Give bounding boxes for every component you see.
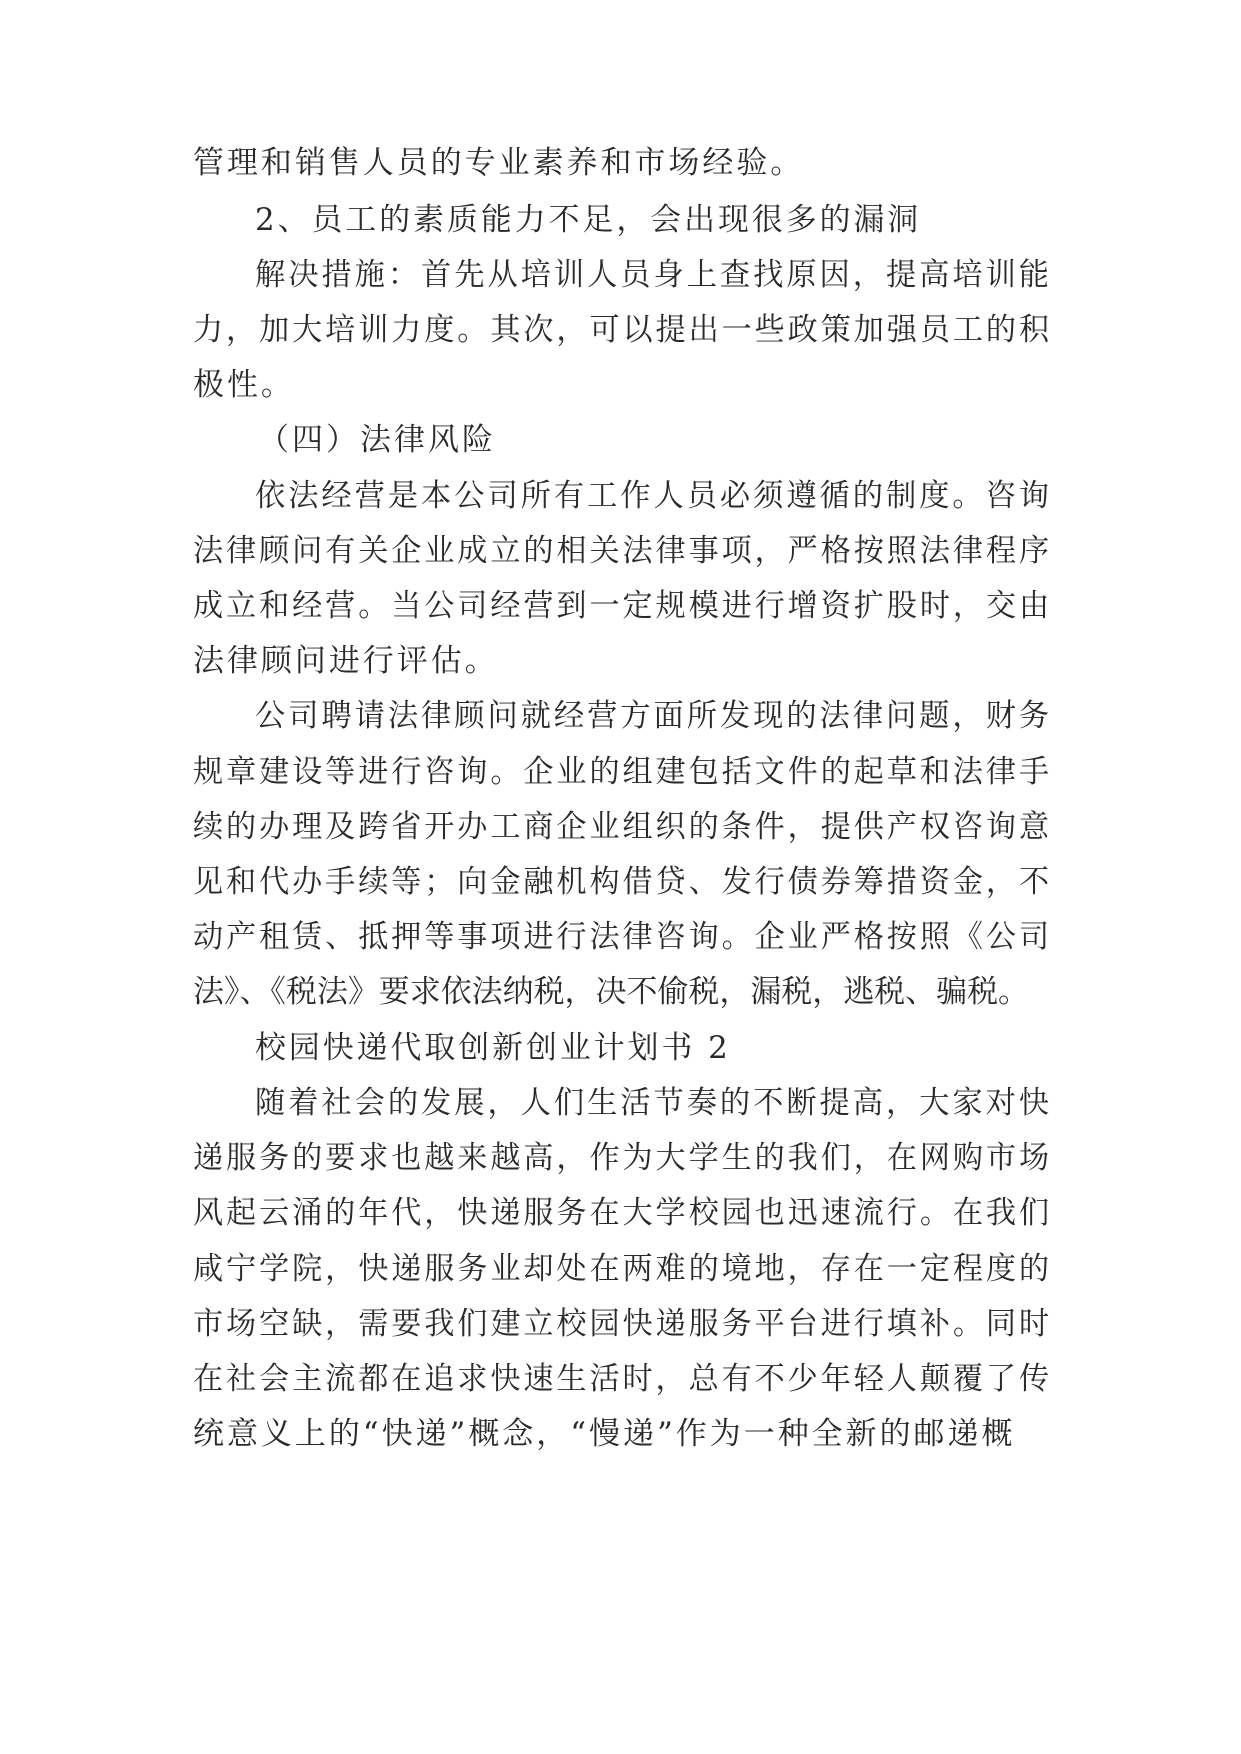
paragraph-line: 咸宁学院，快递服务业却处在两难的境地，存在一定程度的 [193, 1251, 1052, 1287]
paragraph-line: 管理和销售人员的专业素养和市场经验。 [193, 145, 805, 181]
paragraph-line: 依法经营是本公司所有工作人员必须遵循的制度。咨询 [255, 478, 1052, 514]
paragraph-line: 力，加大培训力度。其次，可以提出一些政策加强员工的积 [193, 312, 1052, 348]
paragraph-line: 市场空缺，需要我们建立校园快递服务平台进行填补。同时 [193, 1306, 1052, 1342]
paragraph-line: 公司聘请法律顾问就经营方面所发现的法律问题，财务 [255, 698, 1052, 734]
list-item-heading: 2、员工的素质能力不足，会出现很多的漏洞 [255, 202, 922, 238]
paragraph-line: 极性。 [193, 367, 295, 403]
document-title: 校园快递代取创新创业计划书 2 [255, 1030, 731, 1066]
paragraph-line: 规章建设等进行咨询。企业的组建包括文件的起草和法律手 [193, 754, 1052, 790]
paragraph-line: 随着社会的发展，人们生活节奏的不断提高，大家对快 [255, 1085, 1052, 1121]
paragraph-line: 递服务的要求也越来越高，作为大学生的我们，在网购市场 [193, 1140, 1052, 1176]
paragraph-line: 解决措施：首先从培训人员身上查找原因，提高培训能 [255, 257, 1052, 293]
paragraph-line: 成立和经营。当公司经营到一定规模进行增资扩股时，交由 [193, 588, 1052, 624]
paragraph-line: 法律顾问进行评估。 [193, 643, 499, 679]
paragraph-line: 风起云涌的年代，快递服务在大学校园也迅速流行。在我们 [193, 1195, 1052, 1231]
paragraph-line: 续的办理及跨省开办工商企业组织的条件，提供产权咨询意 [193, 809, 1052, 845]
section-heading: （四）法律风险 [258, 422, 496, 458]
paragraph-line: 法》、《税法》要求依法纳税，决不偷税，漏税，逃税、骗税。 [193, 974, 1029, 1010]
paragraph-line: 在社会主流都在追求快速生活时，总有不少年轻人颠覆了传 [193, 1361, 1052, 1397]
paragraph-line: 法律顾问有关企业成立的相关法律事项，严格按照法律程序 [193, 533, 1052, 569]
paragraph-line: 见和代办手续等；向金融机构借贷、发行债券筹措资金，不 [193, 864, 1052, 900]
paragraph-line: 动产租赁、抵押等事项进行法律咨询。企业严格按照《公司 [193, 919, 1052, 955]
paragraph-line: 统意义上的“快递”概念，“慢递”作为一种全新的邮递概 [193, 1416, 1016, 1452]
